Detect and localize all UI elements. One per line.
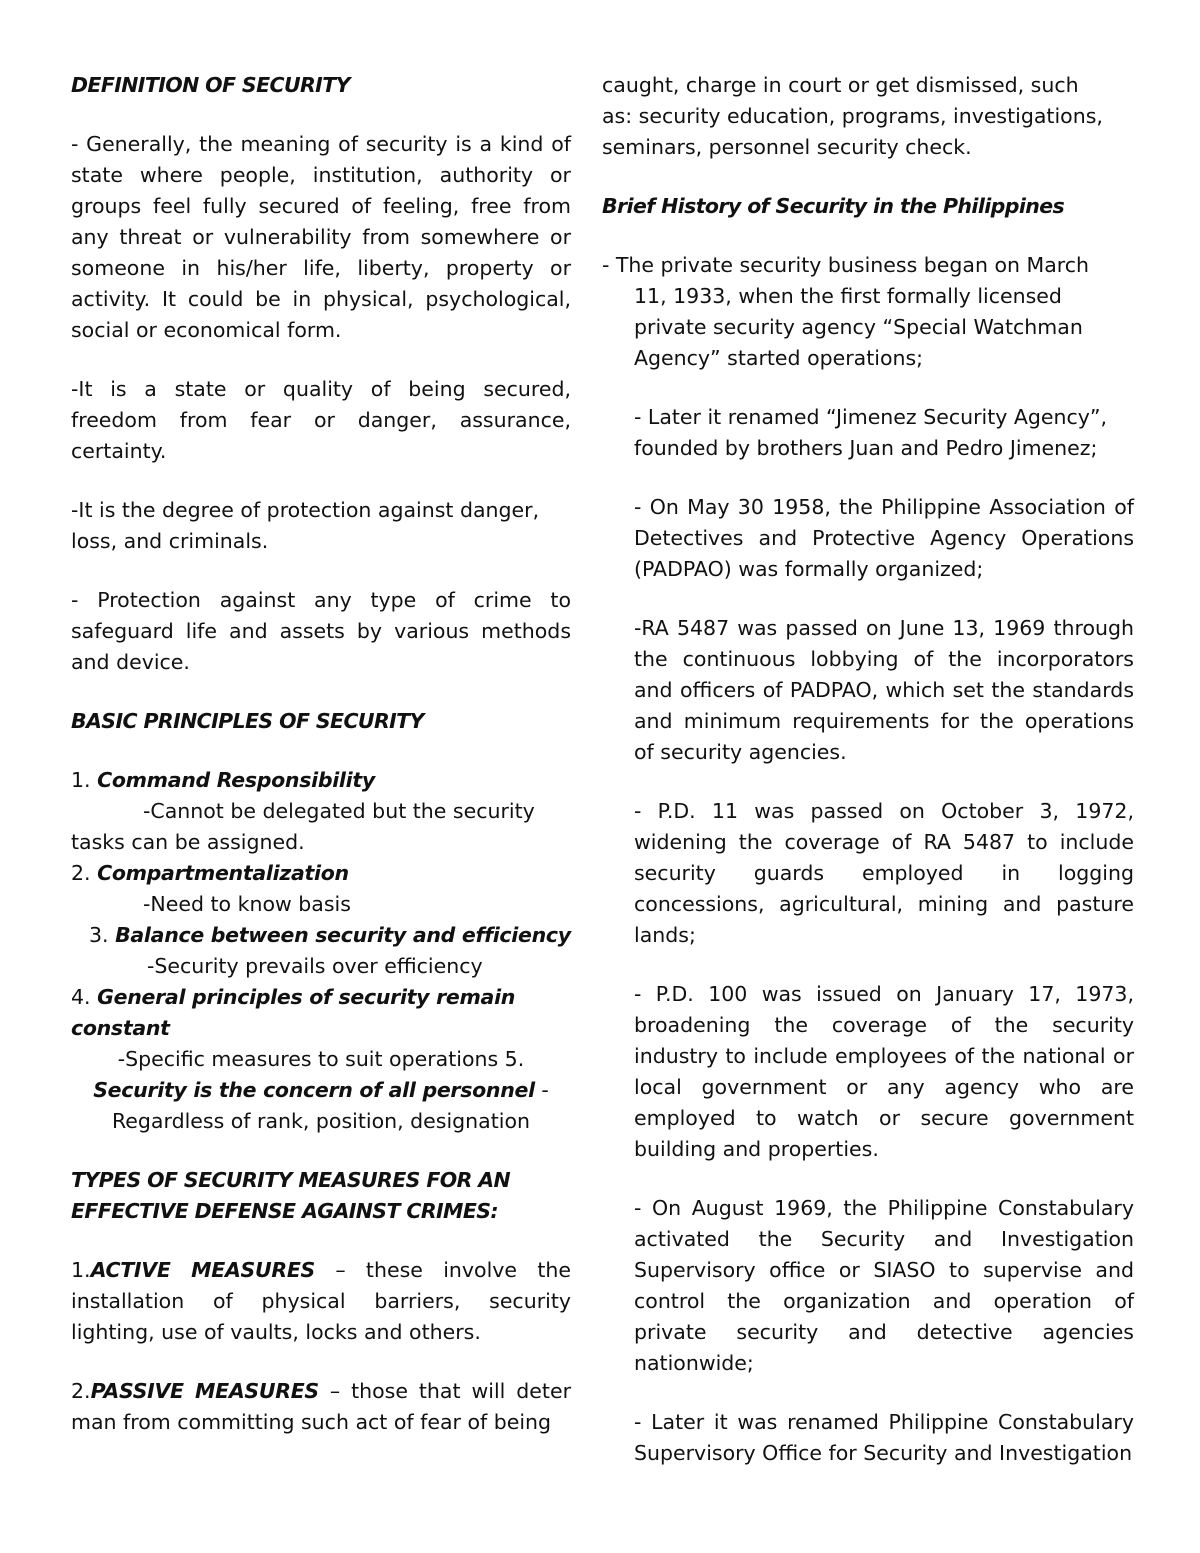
principle-1-desc-b: tasks can be assigned. [71,830,305,854]
principle-2 [71,858,571,889]
active-number: 1. [71,1258,91,1282]
principle-4-number: 4. [71,985,98,1009]
history-heading: Brief History of Security in the Philippines [602,194,1065,218]
history-item-8: - Later it was renamed Philippine Constabulary Supervisory Office for Security and Investigation [634,1410,1134,1465]
principle-1-number: 1. [71,768,98,792]
types-heading: TYPES OF SECURITY MEASURES FOR AN EFFECTIVE DEFENSE AGAINST CRIMES: [71,1168,511,1223]
history-item-1: - The private security business began on March 11, 1933, when the first formally licensed private security agency “Special Watchman Agency” started operations; [602,253,1090,370]
history-item-2: - Later it renamed “Jimenez Security Agency”, founded by brothers Juan and Pedro Jimenez; [634,405,1108,460]
history-item-3: - On May 30 1958, the Philippine Association of Detectives and Protective Agency Operations (PADPAO) was formally organized; [634,495,1134,581]
principle-2-number: 2. [71,861,98,885]
principle-5-title: Security is the concern of all personnel [93,1078,535,1102]
principle-1-title: Command Responsibility [97,768,375,792]
principle-3 [71,920,571,951]
principle-1-desc-a: -Cannot be delegated but the security [143,799,535,823]
principle-3-desc: -Security prevails over efficiency [147,954,483,978]
passive-number: 2. [71,1379,91,1403]
principle-4 [71,982,571,1044]
history-item-6: - P.D. 100 was issued on January 17, 1973, broadening the coverage of the security industry to include employees of the national or local government or any agency who are employed to watch or secure government building and properties. [634,982,1134,1161]
passive-title: PASSIVE MEASURES [90,1379,319,1403]
principle-4-desc: -Specific measures to suit operations 5. [117,1047,525,1071]
principle-2-title: Compartmentalization [97,861,349,885]
history-item-7: - On August 1969, the Philippine Constabulary activated the Security and Investigation Supervisory office or SIASO to supervise and control the organization and operation of private security and detective agencies nationwide; [634,1196,1134,1375]
definition-paragraph-3: -It is the degree of protection against danger, loss, and criminals. [71,498,540,553]
definition-paragraph-1: - Generally, the meaning of security is a kind of state where people, institution, authority or groups feel fully secured of feeling, free from any threat or vulnerability from somewhere or someone in his/her life, liberty, property or activity. It could be in physical, psychological, social or economical form. [71,132,571,342]
principles-heading: BASIC PRINCIPLES OF SECURITY [71,709,424,733]
principle-3-title: Balance between security and efficiency [115,923,571,947]
definition-paragraph-4: - Protection against any type of crime to safeguard life and assets by various methods and device. [71,588,571,674]
definition-paragraph-2: -It is a state or quality of being secured, freedom from fear or danger, assurance, certainty. [71,377,571,463]
right-column [602,70,1134,1497]
left-column [71,70,571,1466]
principle-1 [71,765,571,796]
principles-list [71,765,571,1137]
active-measures [71,1255,571,1348]
active-desc: – these involve the installation of physical barriers, security lighting, use of vaults, locks and others. [71,1258,571,1344]
principle-5-desc: -Regardless of rank, position, designation [111,1078,549,1133]
principle-4-5-desc [71,1044,571,1137]
principle-3-number: 3. [89,923,116,947]
passive-measures [71,1376,571,1438]
principle-2-desc: -Need to know basis [143,892,351,916]
principle-4-title: General principles of security remain constant [71,985,516,1040]
definition-heading: DEFINITION OF SECURITY [71,73,350,97]
history-item-4: -RA 5487 was passed on June 13, 1969 through the continuous lobbying of the incorporators and officers of PADPAO, which set the standards and minimum requirements for the operations of security agencies. [634,616,1134,764]
active-title: ACTIVE MEASURES [90,1258,316,1282]
continued-paragraph: caught, charge in court or get dismissed, such as: security education, programs, investigations, seminars, personnel security check. [602,73,1103,159]
passive-desc: – those that will deter man from committing such act of fear of being [71,1379,572,1434]
history-item-5: - P.D. 11 was passed on October 3, 1972, widening the coverage of RA 5487 to include security guards employed in logging concessions, agricultural, mining and pasture lands; [634,799,1134,947]
